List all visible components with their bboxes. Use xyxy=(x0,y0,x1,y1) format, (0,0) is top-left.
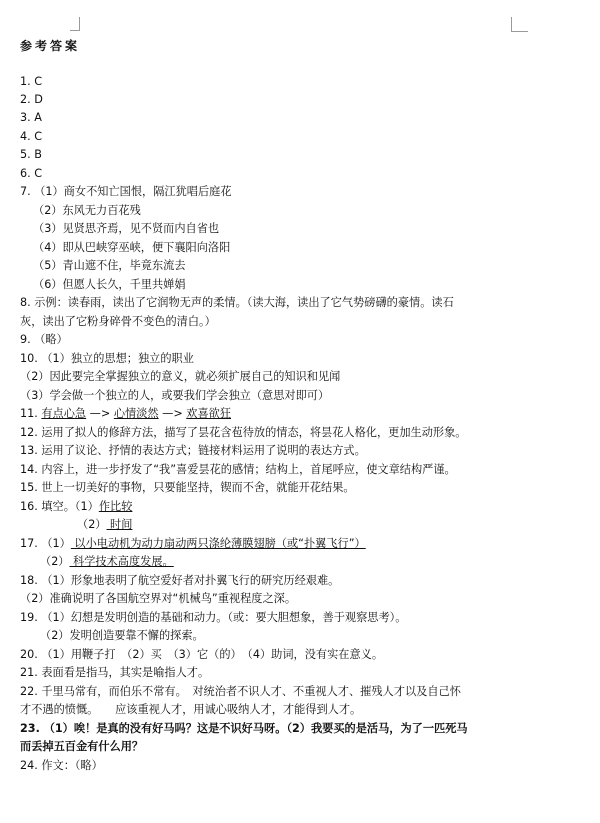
answer-10-part-3: （3）学会做一个独立的人，或要我们学会独立（意思对即可） xyxy=(20,389,330,402)
answer-11-blank-2: 心情淡然 xyxy=(113,407,159,420)
answer-18-part-1: 18. （1）形象地表明了航空爱好者对扑翼飞行的研究历经艰难。 xyxy=(20,574,340,587)
answer-19-part-1: 19. （1）幻想是发明创造的基础和动力。（或：要大胆想象，善于观察思考）。 xyxy=(20,611,407,624)
answer-12: 12. 运用了拟人的修辞方法，描写了昙花含苞待放的情态，将昙花人格化，更加生动形象。 xyxy=(20,426,467,439)
answer-3: 3. A xyxy=(20,111,42,124)
answer-23-line-2: 而丢掉五百金有什么用？ xyxy=(20,740,144,753)
answer-16-subnumber: （2） xyxy=(77,518,107,531)
answer-15: 15. 世上一切美好的事物，只要能坚持，锲而不舍，就能开花结果。 xyxy=(20,481,355,494)
page-corner-mark-right xyxy=(511,17,528,32)
answer-17-blank-1: 以小电动机为动力扇动两只涤纶薄膜翅膀（或“扑翼飞行”） xyxy=(70,537,366,550)
answer-22-line-2: 才不遇的愤慨。 应该重视人才，用诚心吸纳人才，才能得到人才。 xyxy=(20,703,362,716)
answer-14: 14. 内容上，进一步抒发了“我”喜爱昙花的感情；结构上，首尾呼应，使文章结构严谨。 xyxy=(20,463,456,476)
answer-4: 4. C xyxy=(20,130,43,143)
answer-9: 9. （略） xyxy=(20,333,68,346)
answer-11-arrow-1: —> xyxy=(86,407,114,420)
answer-5: 5. B xyxy=(20,148,42,161)
answer-16-prefix: 16. 填空。（1） xyxy=(20,500,99,513)
answer-11-number: 11. xyxy=(20,407,42,420)
answer-19-part-2: （2）发明创造要靠不懈的探索。 xyxy=(40,629,204,642)
answer-11 xyxy=(20,405,231,423)
answer-10-part-2: （2）因此要完全掌握独立的意义，就必须扩展自己的知识和见闻 xyxy=(20,370,341,383)
answer-17-blank-2: 科学技术高度发展。 xyxy=(69,555,174,568)
answer-24: 24. 作文：（略） xyxy=(20,759,103,772)
answer-7-part-6: （6）但愿人长久，千里共婵娟 xyxy=(33,278,186,291)
answer-7-part-4: （4）即从巴峡穿巫峡，便下襄阳向洛阳 xyxy=(33,241,231,254)
answer-7-part-1: 7. （1）商女不知亡国恨，隔江犹唱后庭花 xyxy=(20,185,232,198)
answer-7-part-3: （3）见贤思齐焉，见不贤而内自省也 xyxy=(33,222,220,235)
page-title: 参考答案 xyxy=(20,39,81,53)
answer-16-blank-1: 作比较 xyxy=(98,500,133,513)
answer-11-arrow-2: —> xyxy=(158,407,187,420)
answer-1: 1. C xyxy=(20,75,43,88)
answer-2: 2. D xyxy=(20,93,43,106)
page-corner-mark-left xyxy=(70,17,80,31)
answer-10-part-1: 10. （1）独立的思想；独立的职业 xyxy=(20,352,194,365)
answer-16-part-1 xyxy=(20,498,132,516)
answer-23-line-1: 23. （1）唉！是真的没有好马吗？这是不识好马呀。（2）我要买的是活马，为了一匹死马 xyxy=(20,722,468,735)
answer-17-part-1 xyxy=(20,535,366,553)
answer-16-blank-2: 时间 xyxy=(106,518,133,531)
answer-17-prefix: 17. （1） xyxy=(20,537,71,550)
answer-20: 20. （1）用鞭子打 （2）买 （3）它（的） （4）助词，没有实在意义。 xyxy=(20,648,384,661)
answer-18-part-2: （2）准确说明了各国航空界对“机械鸟”重视程度之深。 xyxy=(20,592,297,605)
answer-16-part-2 xyxy=(77,516,132,534)
answer-11-blank-1: 有点心急 xyxy=(41,407,87,420)
answer-11-blank-3: 欢喜欲狂 xyxy=(186,407,232,420)
answer-7-part-2: （2）东风无力百花残 xyxy=(33,204,141,217)
answer-8-line-1: 8. 示例：读春雨，读出了它润物无声的柔情。（读大海，读出了它气势磅礴的豪情。读石 xyxy=(20,296,454,309)
answer-22-line-1: 22. 千里马常有，而伯乐不常有。 对统治者不识人才、不重视人才、摧残人才以及自己怀 xyxy=(20,685,461,698)
answer-13: 13. 运用了议论、抒情的表达方式；链接材料运用了说明的表达方式。 xyxy=(20,444,366,457)
answer-6: 6. C xyxy=(20,167,43,180)
answer-21: 21. 表面看是指马，其实是喻指人才。 xyxy=(20,666,210,679)
answer-17-part-2 xyxy=(40,553,174,571)
answer-17-subnumber: （2） xyxy=(40,555,70,568)
answer-7-part-5: （5）青山遮不住，毕竟东流去 xyxy=(33,259,186,272)
answer-8-line-2: 灰，读出了它粉身碎骨不变色的清白。） xyxy=(20,315,216,328)
